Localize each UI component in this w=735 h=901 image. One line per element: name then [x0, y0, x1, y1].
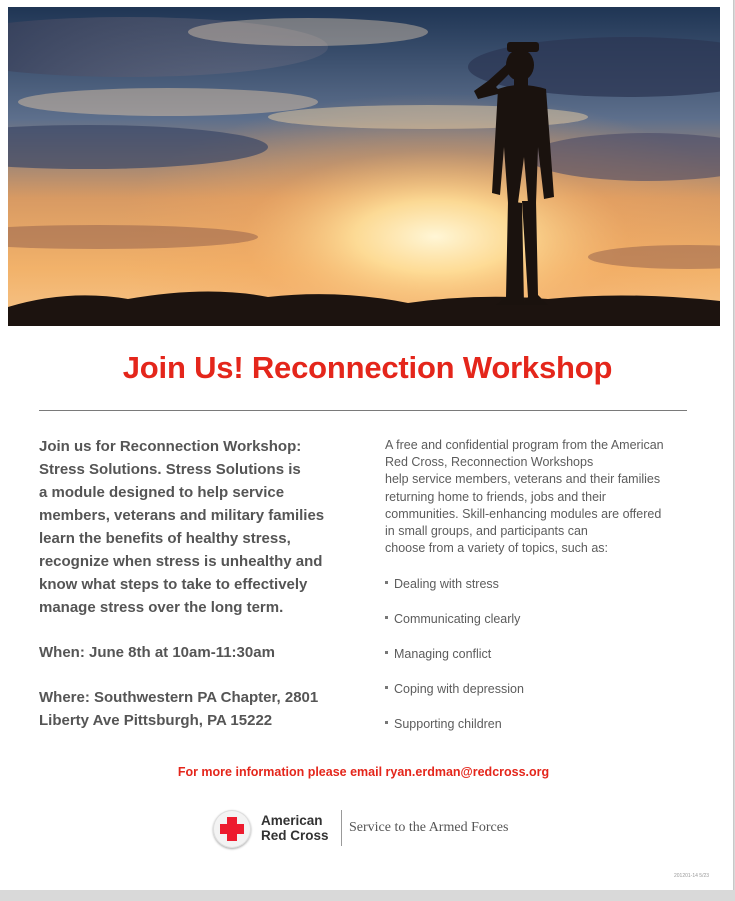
- event-where-line: Where: Southwestern PA Chapter, 2801: [39, 689, 319, 706]
- event-when: When: June 8th at 10am-11:30am: [39, 644, 275, 661]
- logo-divider: [341, 810, 342, 846]
- intro-line: learn the benefits of healthy stress,: [39, 530, 291, 547]
- event-where-line: Liberty Ave Pittsburgh, PA 15222: [39, 712, 273, 729]
- topic-item: Managing conflict: [385, 647, 491, 661]
- workshop-description: [39, 435, 359, 732]
- footer-code: 201201-14 5/23: [674, 873, 710, 879]
- topic-item: Communicating clearly: [385, 612, 520, 626]
- logo-wordmark: American Red Cross: [261, 813, 329, 843]
- program-line: Red Cross, Reconnection Workshops: [385, 455, 594, 470]
- bullet-icon: [385, 581, 388, 584]
- program-line: choose from a variety of topics, such as:: [385, 541, 609, 556]
- intro-line: Join us for Reconnection Workshop:: [39, 438, 302, 455]
- logo-tagline: Service to the Armed Forces: [349, 820, 509, 835]
- program-description: [385, 437, 695, 557]
- intro-line: know what steps to take to effectively: [39, 576, 308, 593]
- contact-email[interactable]: For more information please email ryan.erdman@redcross.org: [177, 765, 550, 779]
- topic-list: [385, 577, 685, 737]
- intro-line: Stress Solutions. Stress Solutions is: [39, 461, 301, 478]
- program-line: help service members, veterans and their families: [385, 472, 661, 487]
- page-title: Join Us! Reconnection Workshop: [122, 350, 613, 385]
- intro-line: recognize when stress is unhealthy and: [39, 553, 323, 570]
- divider: [39, 410, 687, 411]
- intro-line: a module designed to help service: [39, 484, 285, 501]
- hero-image: [8, 7, 720, 326]
- program-line: in small groups, and participants can: [385, 524, 588, 539]
- bullet-icon: [385, 616, 388, 619]
- intro-line: manage stress over the long term.: [39, 599, 284, 616]
- program-line: communities. Skill-enhancing modules are offered: [385, 506, 662, 521]
- red-cross-icon: [213, 810, 251, 848]
- intro-line: members, veterans and military families: [39, 507, 325, 524]
- bullet-icon: [385, 686, 388, 689]
- topic-item: Supporting children: [385, 717, 502, 731]
- program-line: returning home to friends, jobs and their: [385, 489, 606, 504]
- program-line: A free and confidential program from the American: [385, 438, 664, 452]
- bullet-icon: [385, 651, 388, 654]
- topic-item: Dealing with stress: [385, 577, 499, 591]
- bullet-icon: [385, 721, 388, 724]
- topic-item: Coping with depression: [385, 682, 524, 696]
- red-cross-logo: [213, 806, 533, 850]
